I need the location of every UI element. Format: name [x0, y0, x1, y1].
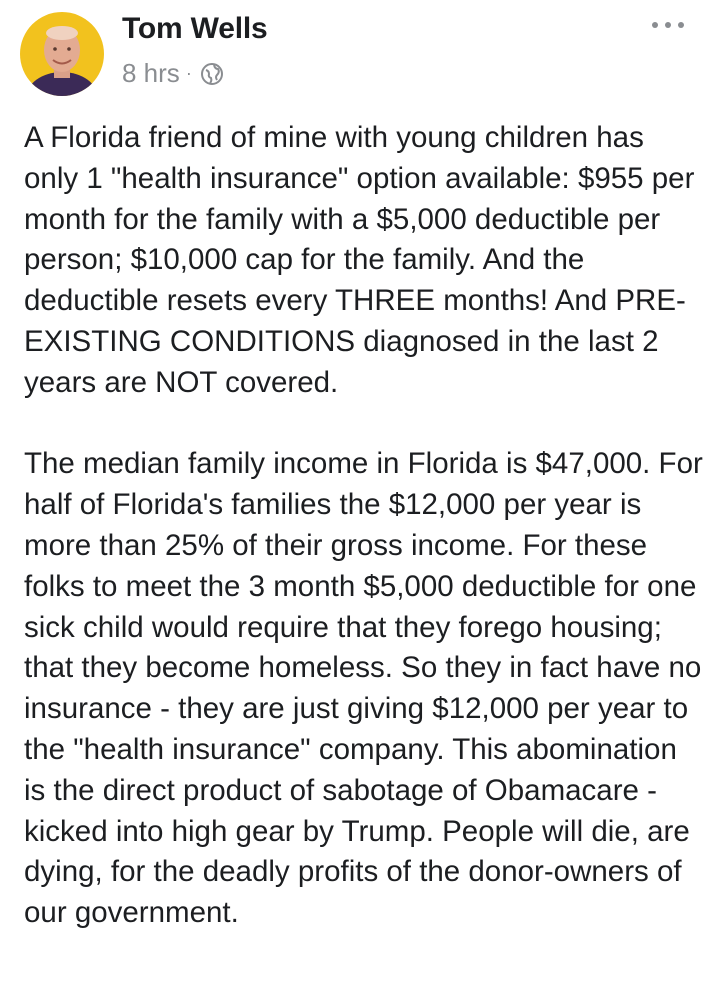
avatar[interactable] [20, 12, 104, 96]
post-body [24, 118, 704, 934]
post-paragraph: A Florida friend of mine with young children has only 1 "health insurance" option available: $955 per month for the family with a $5,000 deductible per person; $10,000 cap for the family. And the deductible resets every THREE months! And PRE-EXISTING CONDITIONS diagnosed in the last 2 years are NOT covered. [24, 121, 695, 399]
post-meta [122, 58, 224, 89]
globe-icon [200, 62, 224, 86]
post-paragraph: The median family income in Florida is $47,000. For half of Florida's families the $12,000 per year is more than 25% of their gross income. For these folks to meet the 3 month $5,000 deductible for one sick child would require that they forego housing; that they become homeless. So they in fact have no insurance - they are just giving $12,000 per year to the "health insurance" company. This abomination is the direct product of sabotage of Obamacare - kicked into high gear by Trump. People will die, are dying, for the deadly profits of the donor-owners of our government. [24, 447, 703, 930]
post-timestamp[interactable]: 8 hrs [122, 58, 180, 88]
more-options-icon[interactable] [652, 22, 684, 28]
more-dot [678, 22, 684, 28]
more-dot [665, 22, 671, 28]
meta-separator: · [185, 63, 192, 83]
author-name[interactable]: Tom Wells [122, 12, 268, 45]
more-dot [652, 22, 658, 28]
avatar-photo-icon [20, 12, 104, 96]
